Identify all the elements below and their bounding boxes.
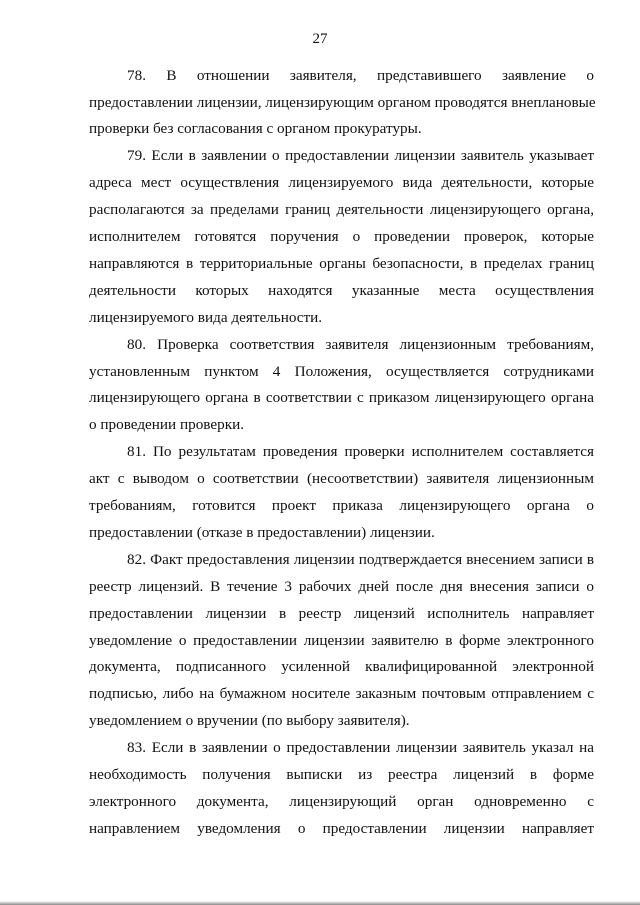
page-number: 27 (312, 31, 328, 47)
paragraph-82-line-5: документа, подписанного усиленной квалифицированной электронной (89, 658, 594, 675)
paragraph-82-line-4: уведомление о предоставлении лицензии заявителю в форме электронного (89, 632, 594, 649)
paragraph-78-line-1: 78. В отношении заявителя, представившего заявление о (127, 67, 594, 84)
paragraph-80-line-1: 80. Проверка соответствия заявителя лицензионным требованиям, (127, 336, 594, 353)
paragraph-79-line-2: адреса мест осуществления лицензируемого вида деятельности, которые (89, 174, 594, 191)
paragraph-80-line-2: установленным пунктом 4 Положения, осуществляется сотрудниками (89, 363, 594, 380)
paragraph-79-line-1: 79. Если в заявлении о предоставлении лицензии заявитель указывает (127, 147, 594, 164)
paragraph-78-line-2: предоставлении лицензии, лицензирующим органом проводятся внеплановые (89, 94, 596, 111)
paragraph-83-line-1: 83. Если в заявлении о предоставлении лицензии заявитель указал на (127, 739, 594, 756)
paragraph-79-line-6: деятельности которых находятся указанные места осуществления (89, 282, 594, 299)
paragraph-83-line-2: необходимость получения выписки из реестра лицензий в форме (89, 766, 594, 783)
paragraph-80-line-4: о проведении проверки. (89, 416, 245, 433)
paragraph-78-line-3: проверки без согласования с органом прокуратуры. (89, 120, 422, 137)
paragraph-80-line-3: лицензирующего органа в соответствии с приказом лицензирующего органа (89, 389, 594, 406)
paragraph-79-line-4: исполнителем готовятся поручения о проведении проверок, которые (89, 228, 594, 245)
paragraph-83-line-4: направлением уведомления о предоставлении лицензии направляет (89, 820, 594, 837)
paragraph-82-line-1: 82. Факт предоставления лицензии подтверждается внесением записи в (127, 551, 594, 568)
paragraph-82-line-3: предоставлении лицензии в реестр лицензий исполнитель направляет (89, 605, 594, 622)
paragraph-81-line-4: предоставлении (отказе в предоставлении) лицензии. (89, 524, 435, 541)
paragraph-79-line-5: направляются в территориальные органы безопасности, в пределах границ (89, 255, 594, 272)
paragraph-82-line-7: уведомлением о вручении (по выбору заявителя). (89, 712, 410, 729)
paragraph-82-line-6: подписью, либо на бумажном носителе заказным почтовым отправлением с (89, 685, 594, 702)
paragraph-83-line-3: электронного документа, лицензирующий орган одновременно с (89, 793, 594, 810)
scan-edge-shadow (0, 901, 640, 905)
paragraph-81-line-1: 81. По результатам проведения проверки исполнителем составляется (127, 443, 594, 460)
paragraph-79-line-3: располагаются за пределами границ деятельности лицензирующего органа, (89, 201, 594, 218)
paragraph-81-line-2: акт с выводом о соответствии (несоответствии) заявителя лицензионным (89, 470, 594, 487)
paragraph-79-line-7: лицензируемого вида деятельности. (89, 309, 323, 326)
paragraph-81-line-3: требованиям, готовится проект приказа лицензирующего органа о (89, 497, 594, 514)
paragraph-82-line-2: реестр лицензий. В течение 3 рабочих дней после дня внесения записи о (89, 578, 594, 595)
